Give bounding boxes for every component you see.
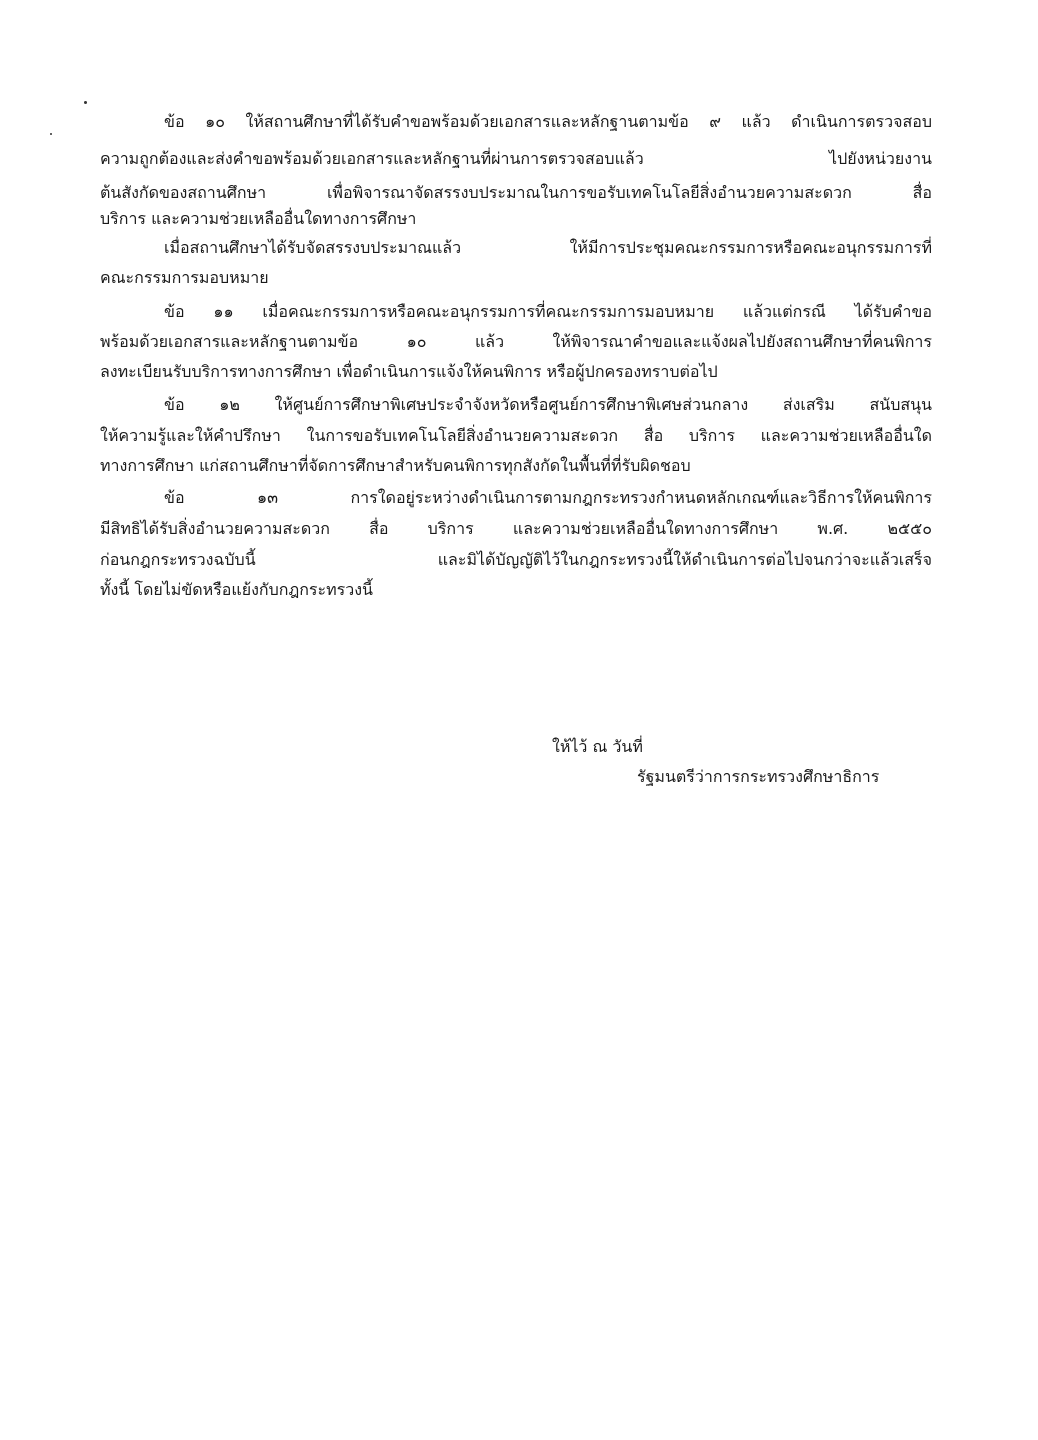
paragraph-line: ทางการศึกษา แก่สถานศึกษาที่จัดการศึกษาสำหรับคนพิการทุกสังกัดในพื้นที่ที่รับผิดชอบ xyxy=(100,456,691,475)
paragraph-line: เมื่อสถานศึกษาได้รับจัดสรรงบประมาณแล้ว ให้มีการประชุมคณะกรรมการหรือคณะอนุกรรมการที่ xyxy=(164,238,932,257)
paragraph-line: ลงทะเบียนรับบริการทางการศึกษา เพื่อดำเนินการแจ้งให้คนพิการ หรือผู้ปกครองทราบต่อไป xyxy=(100,362,718,381)
paragraph-line: ก่อนกฎกระทรวงฉบับนี้ และมิได้บัญญัติไว้ในกฎกระทรวงนี้ให้ดำเนินการต่อไปจนกว่าจะแล้วเสร็จ xyxy=(100,550,932,569)
paragraph-line: ต้นสังกัดของสถานศึกษา เพื่อพิจารณาจัดสรรงบประมาณในการขอรับเทคโนโลยีสิ่งอำนวยความสะดวก สื่อ xyxy=(100,183,932,202)
paragraph-line: ข้อ ๑๒ ให้ศูนย์การศึกษาพิเศษประจำจังหวัดหรือศูนย์การศึกษาพิเศษส่วนกลาง ส่งเสริม สนับสนุน xyxy=(164,395,932,414)
paragraph-line: คณะกรรมการมอบหมาย xyxy=(100,268,269,287)
paragraph-line: ข้อ ๑๓ การใดอยู่ระหว่างดำเนินการตามกฎกระทรวงกำหนดหลักเกณฑ์และวิธีการให้คนพิการ xyxy=(164,488,932,507)
given-on-date-line: ให้ไว้ ณ วันที่ xyxy=(552,737,643,756)
paragraph-line: ข้อ ๑๑ เมื่อคณะกรรมการหรือคณะอนุกรรมการที่คณะกรรมการมอบหมาย แล้วแต่กรณี ได้รับคำขอ xyxy=(164,302,932,321)
paragraph-line: บริการ และความช่วยเหลืออื่นใดทางการศึกษา xyxy=(100,209,417,228)
paragraph-line: ทั้งนี้ โดยไม่ขัดหรือแย้งกับกฎกระทรวงนี้ xyxy=(100,580,373,599)
paragraph-line: มีสิทธิได้รับสิ่งอำนวยความสะดวก สื่อ บริการ และความช่วยเหลืออื่นใดทางการศึกษา พ.ศ. ๒๕๕๐ xyxy=(100,519,932,538)
signatory-title: รัฐมนตรีว่าการกระทรวงศึกษาธิการ xyxy=(637,767,880,786)
scan-speck xyxy=(84,101,87,104)
paragraph-line: ให้ความรู้และให้คำปรึกษา ในการขอรับเทคโนโลยีสิ่งอำนวยความสะดวก สื่อ บริการ และความช่วยเหลืออื่นใด xyxy=(100,426,932,445)
paragraph-line: พร้อมด้วยเอกสารและหลักฐานตามข้อ ๑๐ แล้ว ให้พิจารณาคำขอและแจ้งผลไปยังสถานศึกษาที่คนพิการ xyxy=(100,332,932,351)
scan-speck xyxy=(50,133,52,135)
paragraph-line: ข้อ ๑๐ ให้สถานศึกษาที่ได้รับคำขอพร้อมด้วยเอกสารและหลักฐานตามข้อ ๙ แล้ว ดำเนินการตรวจสอบ xyxy=(164,112,932,131)
paragraph-line: ความถูกต้องและส่งคำขอพร้อมด้วยเอกสารและหลักฐานที่ผ่านการตรวจสอบแล้ว ไปยังหน่วยงาน xyxy=(100,149,932,168)
